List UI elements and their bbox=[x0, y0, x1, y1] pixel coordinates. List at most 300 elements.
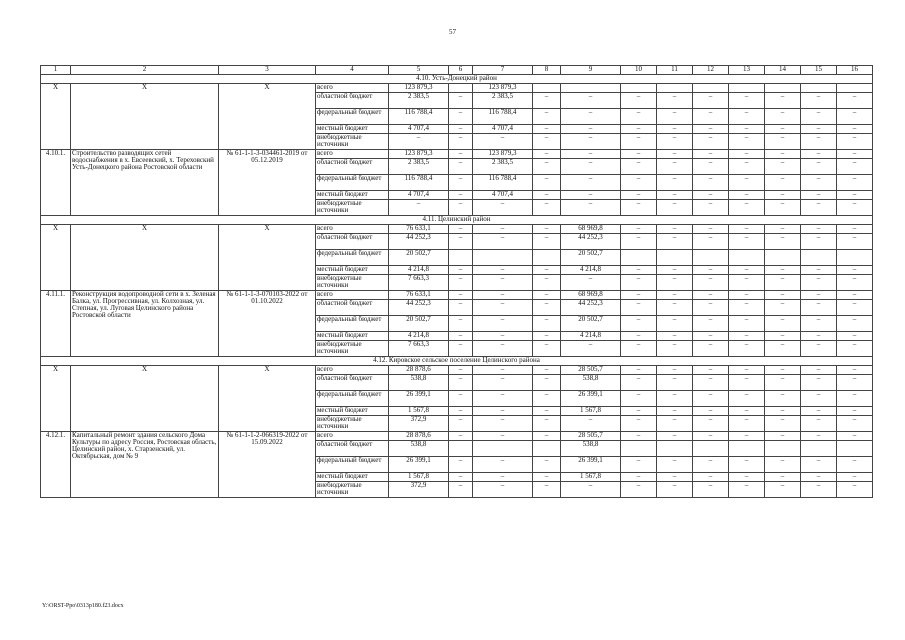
funding-source: областной бюджет bbox=[316, 159, 389, 175]
amount-cell: – bbox=[765, 275, 801, 291]
funding-source: всего bbox=[316, 225, 389, 234]
amount-cell: – bbox=[657, 175, 693, 191]
amount-cell: – bbox=[729, 375, 765, 391]
funding-source: федеральный бюджет bbox=[316, 250, 389, 266]
amount-cell: – bbox=[621, 191, 657, 200]
amount-cell: – bbox=[533, 175, 561, 191]
column-number: 16 bbox=[837, 66, 873, 75]
amount-cell: – bbox=[657, 300, 693, 316]
amount-cell: – bbox=[729, 300, 765, 316]
amount-cell bbox=[621, 84, 657, 93]
amount-cell: – bbox=[657, 366, 693, 375]
amount-cell: – bbox=[533, 234, 561, 250]
amount-cell: – bbox=[765, 366, 801, 375]
amount-cell: – bbox=[449, 234, 473, 250]
table-row bbox=[41, 225, 873, 234]
amount-cell: – bbox=[449, 432, 473, 441]
amount-cell: – bbox=[693, 159, 729, 175]
amount-cell: – bbox=[449, 225, 473, 234]
column-number: 5 bbox=[389, 66, 449, 75]
amount-cell: – bbox=[621, 316, 657, 332]
amount-cell: – bbox=[729, 432, 765, 441]
amount-cell: – bbox=[621, 93, 657, 109]
amount-cell: – bbox=[449, 457, 473, 473]
amount-cell: – bbox=[765, 150, 801, 159]
amount-cell: 68 969,8 bbox=[561, 291, 621, 300]
amount-cell: – bbox=[621, 109, 657, 125]
funding-source: всего bbox=[316, 432, 389, 441]
amount-cell: – bbox=[729, 391, 765, 407]
amount-cell: – bbox=[621, 482, 657, 498]
amount-cell: – bbox=[801, 150, 837, 159]
amount-cell: – bbox=[449, 375, 473, 391]
amount-cell: – bbox=[837, 200, 873, 216]
amount-cell: – bbox=[693, 191, 729, 200]
funding-source: областной бюджет bbox=[316, 300, 389, 316]
amount-cell: – bbox=[621, 432, 657, 441]
amount-cell: – bbox=[837, 291, 873, 300]
amount-cell: – bbox=[729, 457, 765, 473]
amount-cell: – bbox=[693, 175, 729, 191]
amount-cell: – bbox=[801, 332, 837, 341]
column-number: 11 bbox=[657, 66, 693, 75]
amount-cell: – bbox=[533, 125, 561, 134]
amount-cell: – bbox=[801, 125, 837, 134]
amount-cell: – bbox=[693, 366, 729, 375]
amount-cell: – bbox=[837, 225, 873, 234]
amount-cell: – bbox=[473, 225, 533, 234]
amount-cell: – bbox=[449, 316, 473, 332]
funding-source: внебюджетные источники bbox=[316, 416, 389, 432]
amount-cell: – bbox=[729, 93, 765, 109]
amount-cell: – bbox=[693, 407, 729, 416]
amount-cell: 7 663,3 bbox=[389, 341, 449, 357]
amount-cell: 20 502,7 bbox=[389, 316, 449, 332]
amount-cell: – bbox=[801, 366, 837, 375]
amount-cell: – bbox=[801, 275, 837, 291]
item-number: 4.12.1. bbox=[41, 432, 71, 498]
amount-cell: – bbox=[765, 457, 801, 473]
section-title: 4.12. Кировское сельское поселение Целинского района bbox=[41, 357, 873, 366]
amount-cell: – bbox=[693, 391, 729, 407]
amount-cell: – bbox=[729, 482, 765, 498]
amount-cell: – bbox=[389, 134, 449, 150]
funding-source: федеральный бюджет bbox=[316, 109, 389, 125]
item-number: Х bbox=[41, 84, 71, 150]
amount-cell: – bbox=[801, 191, 837, 200]
item-name: Х bbox=[71, 366, 219, 432]
amount-cell bbox=[657, 441, 693, 457]
amount-cell: 26 399,1 bbox=[389, 457, 449, 473]
footer-filepath: Y:\ORST-Ppo\0313p180.f23.docx bbox=[42, 603, 124, 609]
amount-cell bbox=[693, 84, 729, 93]
amount-cell: 538,8 bbox=[389, 441, 449, 457]
amount-cell: – bbox=[621, 125, 657, 134]
amount-cell: – bbox=[693, 332, 729, 341]
funding-source: всего bbox=[316, 291, 389, 300]
amount-cell: – bbox=[561, 482, 621, 498]
amount-cell: – bbox=[657, 191, 693, 200]
amount-cell: – bbox=[765, 200, 801, 216]
amount-cell: – bbox=[657, 432, 693, 441]
amount-cell: – bbox=[561, 109, 621, 125]
amount-cell: – bbox=[693, 109, 729, 125]
amount-cell: – bbox=[621, 150, 657, 159]
expertise-document: Х bbox=[219, 225, 316, 291]
amount-cell: – bbox=[837, 457, 873, 473]
column-number: 1 bbox=[41, 66, 71, 75]
amount-cell: 538,8 bbox=[561, 441, 621, 457]
amount-cell: – bbox=[657, 391, 693, 407]
amount-cell: – bbox=[621, 134, 657, 150]
amount-cell: – bbox=[621, 341, 657, 357]
amount-cell: – bbox=[693, 150, 729, 159]
amount-cell: – bbox=[657, 316, 693, 332]
amount-cell: – bbox=[533, 225, 561, 234]
section-title-row bbox=[41, 75, 873, 84]
amount-cell: – bbox=[801, 225, 837, 234]
amount-cell: – bbox=[449, 109, 473, 125]
amount-cell: – bbox=[837, 150, 873, 159]
amount-cell: – bbox=[473, 482, 533, 498]
amount-cell: – bbox=[473, 291, 533, 300]
amount-cell: – bbox=[449, 93, 473, 109]
amount-cell: – bbox=[693, 316, 729, 332]
funding-source: местный бюджет bbox=[316, 473, 389, 482]
amount-cell: 7 663,3 bbox=[389, 275, 449, 291]
amount-cell: 1 567,8 bbox=[389, 473, 449, 482]
amount-cell: – bbox=[533, 300, 561, 316]
amount-cell: 76 633,1 bbox=[389, 225, 449, 234]
expertise-document: Х bbox=[219, 366, 316, 432]
table-row bbox=[41, 366, 873, 375]
amount-cell: – bbox=[473, 200, 533, 216]
amount-cell: – bbox=[621, 234, 657, 250]
amount-cell: 538,8 bbox=[561, 375, 621, 391]
amount-cell: – bbox=[801, 473, 837, 482]
amount-cell: – bbox=[729, 341, 765, 357]
amount-cell: – bbox=[837, 191, 873, 200]
amount-cell: – bbox=[657, 416, 693, 432]
amount-cell: – bbox=[729, 275, 765, 291]
amount-cell: – bbox=[693, 473, 729, 482]
amount-cell: – bbox=[533, 316, 561, 332]
item-number: 4.11.1. bbox=[41, 291, 71, 357]
amount-cell: – bbox=[765, 291, 801, 300]
amount-cell: 538,8 bbox=[389, 375, 449, 391]
amount-cell: – bbox=[693, 200, 729, 216]
amount-cell: 26 399,1 bbox=[561, 391, 621, 407]
amount-cell: – bbox=[801, 407, 837, 416]
amount-cell: – bbox=[729, 316, 765, 332]
amount-cell: – bbox=[473, 341, 533, 357]
amount-cell: – bbox=[621, 291, 657, 300]
amount-cell bbox=[473, 441, 533, 457]
amount-cell: – bbox=[801, 375, 837, 391]
amount-cell: – bbox=[729, 291, 765, 300]
funding-source: местный бюджет bbox=[316, 266, 389, 275]
amount-cell: – bbox=[449, 266, 473, 275]
amount-cell: – bbox=[837, 366, 873, 375]
amount-cell: – bbox=[765, 473, 801, 482]
section-title-row bbox=[41, 357, 873, 366]
column-number: 14 bbox=[765, 66, 801, 75]
amount-cell: – bbox=[473, 275, 533, 291]
amount-cell bbox=[693, 441, 729, 457]
amount-cell: – bbox=[473, 473, 533, 482]
funding-source: федеральный бюджет bbox=[316, 316, 389, 332]
amount-cell: – bbox=[561, 341, 621, 357]
funding-source: внебюджетные источники bbox=[316, 275, 389, 291]
amount-cell: 4 214,8 bbox=[561, 332, 621, 341]
funding-source: местный бюджет bbox=[316, 407, 389, 416]
funding-source: всего bbox=[316, 366, 389, 375]
amount-cell: – bbox=[621, 225, 657, 234]
amount-cell: – bbox=[561, 134, 621, 150]
amount-cell: – bbox=[765, 332, 801, 341]
amount-cell bbox=[693, 250, 729, 266]
funding-source: местный бюджет bbox=[316, 125, 389, 134]
amount-cell: – bbox=[657, 134, 693, 150]
amount-cell: 2 383,5 bbox=[473, 159, 533, 175]
amount-cell: – bbox=[449, 332, 473, 341]
funding-source: областной бюджет bbox=[316, 234, 389, 250]
amount-cell: 44 252,3 bbox=[561, 300, 621, 316]
amount-cell: 116 788,4 bbox=[473, 109, 533, 125]
amount-cell: 4 707,4 bbox=[473, 191, 533, 200]
amount-cell: – bbox=[533, 341, 561, 357]
amount-cell: – bbox=[693, 291, 729, 300]
amount-cell: 4 214,8 bbox=[561, 266, 621, 275]
funding-source: местный бюджет bbox=[316, 191, 389, 200]
amount-cell: – bbox=[621, 416, 657, 432]
amount-cell: – bbox=[657, 341, 693, 357]
amount-cell: – bbox=[533, 416, 561, 432]
amount-cell: – bbox=[765, 159, 801, 175]
amount-cell: – bbox=[801, 341, 837, 357]
amount-cell: – bbox=[765, 134, 801, 150]
amount-cell: – bbox=[473, 366, 533, 375]
amount-cell: – bbox=[621, 159, 657, 175]
amount-cell: – bbox=[729, 175, 765, 191]
amount-cell: – bbox=[837, 473, 873, 482]
amount-cell: – bbox=[729, 191, 765, 200]
amount-cell: – bbox=[449, 275, 473, 291]
amount-cell: – bbox=[693, 482, 729, 498]
amount-cell bbox=[533, 441, 561, 457]
expertise-document: № 61-1-1-3-034461-2019 от 05.12.2019 bbox=[219, 150, 316, 216]
funding-source: местный бюджет bbox=[316, 332, 389, 341]
amount-cell: – bbox=[837, 300, 873, 316]
amount-cell: – bbox=[801, 316, 837, 332]
amount-cell: – bbox=[621, 200, 657, 216]
amount-cell: – bbox=[729, 150, 765, 159]
amount-cell: – bbox=[693, 300, 729, 316]
column-number: 2 bbox=[71, 66, 219, 75]
amount-cell: – bbox=[621, 175, 657, 191]
amount-cell: – bbox=[657, 225, 693, 234]
amount-cell: – bbox=[473, 432, 533, 441]
amount-cell: 4 707,4 bbox=[389, 191, 449, 200]
amount-cell: – bbox=[837, 134, 873, 150]
amount-cell: – bbox=[657, 275, 693, 291]
amount-cell: – bbox=[693, 416, 729, 432]
amount-cell: 28 878,6 bbox=[389, 366, 449, 375]
amount-cell: – bbox=[801, 482, 837, 498]
amount-cell: – bbox=[533, 366, 561, 375]
amount-cell: 116 788,4 bbox=[473, 175, 533, 191]
amount-cell bbox=[533, 250, 561, 266]
amount-cell: 2 383,5 bbox=[389, 93, 449, 109]
column-number: 8 bbox=[533, 66, 561, 75]
amount-cell: – bbox=[765, 482, 801, 498]
amount-cell: 44 252,3 bbox=[389, 300, 449, 316]
amount-cell: – bbox=[621, 407, 657, 416]
amount-cell bbox=[801, 441, 837, 457]
amount-cell: – bbox=[657, 407, 693, 416]
amount-cell: – bbox=[533, 275, 561, 291]
amount-cell bbox=[449, 84, 473, 93]
amount-cell: 28 505,7 bbox=[561, 432, 621, 441]
amount-cell: – bbox=[765, 93, 801, 109]
amount-cell: – bbox=[449, 391, 473, 407]
amount-cell: – bbox=[837, 482, 873, 498]
amount-cell: 123 879,3 bbox=[473, 84, 533, 93]
amount-cell: – bbox=[561, 150, 621, 159]
amount-cell: – bbox=[801, 234, 837, 250]
amount-cell: – bbox=[561, 200, 621, 216]
amount-cell: – bbox=[533, 200, 561, 216]
amount-cell: – bbox=[693, 457, 729, 473]
header-row bbox=[41, 66, 873, 75]
amount-cell: – bbox=[693, 125, 729, 134]
amount-cell: – bbox=[837, 266, 873, 275]
amount-cell: 4 214,8 bbox=[389, 266, 449, 275]
amount-cell: – bbox=[449, 300, 473, 316]
amount-cell: – bbox=[533, 109, 561, 125]
amount-cell: – bbox=[729, 125, 765, 134]
amount-cell: – bbox=[801, 159, 837, 175]
item-number: Х bbox=[41, 366, 71, 432]
funding-source: областной бюджет bbox=[316, 375, 389, 391]
amount-cell: – bbox=[621, 457, 657, 473]
amount-cell: – bbox=[765, 125, 801, 134]
amount-cell: – bbox=[837, 93, 873, 109]
amount-cell: – bbox=[449, 416, 473, 432]
amount-cell: – bbox=[729, 407, 765, 416]
amount-cell: – bbox=[621, 366, 657, 375]
amount-cell: 20 502,7 bbox=[389, 250, 449, 266]
amount-cell: – bbox=[801, 109, 837, 125]
amount-cell: – bbox=[801, 266, 837, 275]
amount-cell bbox=[533, 84, 561, 93]
amount-cell: – bbox=[765, 316, 801, 332]
amount-cell: – bbox=[801, 300, 837, 316]
item-number: Х bbox=[41, 225, 71, 291]
amount-cell: – bbox=[449, 175, 473, 191]
amount-cell: – bbox=[657, 266, 693, 275]
amount-cell: – bbox=[389, 200, 449, 216]
amount-cell: – bbox=[473, 457, 533, 473]
amount-cell: 372,9 bbox=[389, 482, 449, 498]
column-number: 4 bbox=[316, 66, 389, 75]
amount-cell: 372,9 bbox=[389, 416, 449, 432]
amount-cell: 123 879,3 bbox=[389, 150, 449, 159]
amount-cell: – bbox=[533, 375, 561, 391]
amount-cell: – bbox=[533, 457, 561, 473]
funding-source: внебюджетные источники bbox=[316, 200, 389, 216]
amount-cell: – bbox=[729, 200, 765, 216]
amount-cell: 1 567,8 bbox=[561, 407, 621, 416]
amount-cell: – bbox=[473, 316, 533, 332]
amount-cell: – bbox=[693, 375, 729, 391]
amount-cell: – bbox=[533, 191, 561, 200]
amount-cell: – bbox=[765, 341, 801, 357]
amount-cell: – bbox=[801, 93, 837, 109]
section-title: 4.10. Усть-Донецкий район bbox=[41, 75, 873, 84]
amount-cell: – bbox=[657, 457, 693, 473]
amount-cell: – bbox=[801, 416, 837, 432]
amount-cell: – bbox=[561, 125, 621, 134]
amount-cell: – bbox=[729, 366, 765, 375]
amount-cell: – bbox=[533, 266, 561, 275]
column-number: 9 bbox=[561, 66, 621, 75]
amount-cell: – bbox=[693, 93, 729, 109]
amount-cell: – bbox=[801, 175, 837, 191]
item-name: Х bbox=[71, 225, 219, 291]
amount-cell: – bbox=[533, 482, 561, 498]
amount-cell bbox=[765, 441, 801, 457]
amount-cell: – bbox=[621, 275, 657, 291]
column-number: 3 bbox=[219, 66, 316, 75]
amount-cell: – bbox=[657, 159, 693, 175]
amount-cell: – bbox=[765, 300, 801, 316]
amount-cell bbox=[473, 250, 533, 266]
amount-cell: 28 505,7 bbox=[561, 366, 621, 375]
amount-cell: – bbox=[449, 159, 473, 175]
amount-cell: – bbox=[621, 300, 657, 316]
funding-source: федеральный бюджет bbox=[316, 391, 389, 407]
amount-cell: – bbox=[765, 407, 801, 416]
amount-cell bbox=[621, 441, 657, 457]
amount-cell: – bbox=[561, 416, 621, 432]
amount-cell: – bbox=[729, 416, 765, 432]
amount-cell: – bbox=[473, 416, 533, 432]
amount-cell: – bbox=[533, 93, 561, 109]
amount-cell: – bbox=[837, 391, 873, 407]
amount-cell: 2 383,5 bbox=[473, 93, 533, 109]
amount-cell: – bbox=[693, 275, 729, 291]
funding-source: федеральный бюджет bbox=[316, 457, 389, 473]
amount-cell bbox=[801, 250, 837, 266]
page-number: 57 bbox=[449, 28, 456, 36]
amount-cell bbox=[837, 250, 873, 266]
amount-cell: – bbox=[765, 391, 801, 407]
amount-cell: – bbox=[765, 109, 801, 125]
amount-cell: – bbox=[837, 125, 873, 134]
amount-cell: 4 214,8 bbox=[389, 332, 449, 341]
amount-cell: – bbox=[449, 341, 473, 357]
amount-cell: – bbox=[473, 391, 533, 407]
item-name: Реконструкция водопроводной сети в х. Зеленая Балка, ул. Прогрессивная, ул. Колхозная, ул. Степная, ул. Луговая Целинского района Ростовской области bbox=[71, 291, 219, 357]
amount-cell bbox=[657, 84, 693, 93]
funding-source: внебюджетные источники bbox=[316, 482, 389, 498]
amount-cell bbox=[449, 441, 473, 457]
amount-cell: – bbox=[449, 150, 473, 159]
column-number: 13 bbox=[729, 66, 765, 75]
column-number: 15 bbox=[801, 66, 837, 75]
amount-cell: 44 252,3 bbox=[389, 234, 449, 250]
